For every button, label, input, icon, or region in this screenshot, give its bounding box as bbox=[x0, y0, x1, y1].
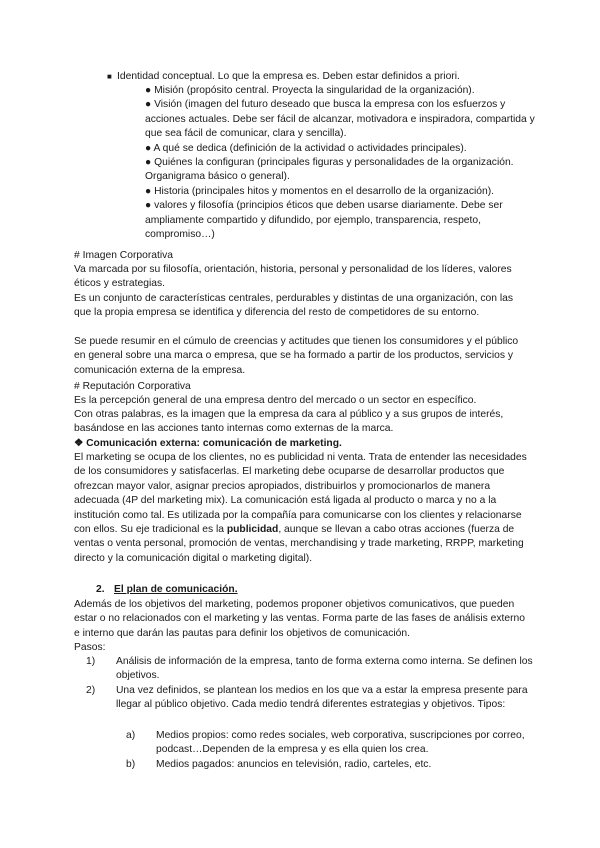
comunicacion-title-line bbox=[74, 437, 532, 451]
step-number: 1) bbox=[86, 656, 96, 667]
imagen-paragraph-1: Va marcada por su filosofía, orientación, historia, personal y personalidad de los líderes, valores éticos y estrategias. bbox=[74, 264, 512, 290]
reputacion-heading: # Reputación Corporativa bbox=[74, 381, 191, 392]
comunicacion-title: Comunicación externa: comunicación de marketing. bbox=[86, 438, 342, 449]
identidad-sublist bbox=[145, 84, 535, 242]
reputacion-paragraph-2: Con otras palabras, es la imagen que la empresa da cara al público y a sus grupos de interés, basándose en las acciones tanto internas como externas de la marca. bbox=[74, 409, 504, 435]
diamond-bullet-icon: ❖ bbox=[74, 438, 84, 449]
list-item: ● valores y filosofía (principios éticos que deben usarse diariamente. Debe ser ampliamente compartido y difundido, por ejemplo, transparencia, respeto, compromiso…) bbox=[145, 200, 503, 241]
list-item: ● Misión (propósito central. Proyecta la singularidad de la organización). bbox=[145, 85, 475, 96]
list-item bbox=[86, 655, 536, 684]
identidad-line bbox=[107, 70, 547, 84]
imagen-paragraph-2: Es un conjunto de características centrales, perdurables y distintas de una organización, con las que la propia empresa se identifica y diferencia del resto de competidores de su entorno. bbox=[74, 293, 514, 319]
pasos-label: Pasos: bbox=[74, 642, 106, 653]
list-item: ● Quiénes la configuran (principales figuras y personalidades de la organización. Organigrama básico o general). bbox=[145, 157, 514, 183]
reputacion-paragraph-1: Es la percepción general de una empresa dentro del mercado o un sector en específico. bbox=[74, 395, 477, 406]
list-item: ● Historia (principales hitos y momentos en el desarrollo de la organización). bbox=[145, 185, 495, 197]
tipo-letter: a) bbox=[126, 730, 136, 741]
comunicacion-body-a: El marketing se ocupa de los clientes, no es publicidad ni venta. Trata de entender las necesidades de los consumidores y satisfacerlas. El marketing debe ocuparse de desarrollar productos que ofrezcan mayor valor, asignar precios apropiados, distribuirlos y promocionarlos de manera adecuada (4P del marketing mix). La comunicación está ligada al producto o marca y no a la institución como tal. Es utilizada por la compañía para comunicarse con los clientes y relacionarse con ellos. Su eje tradicional es la bbox=[74, 452, 527, 536]
list-item: ● A qué se dedica (definición de la actividad o actividades principales). bbox=[145, 142, 467, 154]
square-bullet-icon: ■ bbox=[107, 72, 112, 81]
tipos-list bbox=[126, 729, 536, 772]
tipo-text: Medios propios: como redes sociales, web corporativa, suscripciones por correo, podcast…Dependen de la empresa y es ella quien los crea. bbox=[156, 730, 525, 756]
list-item bbox=[86, 684, 536, 713]
plan-heading bbox=[96, 583, 238, 597]
list-item bbox=[126, 729, 536, 758]
imagen-paragraph-3: Se puede resumir en el cúmulo de creencias y actitudes que tienen los consumidores y el público en general sobre una marca o empresa, que se ha formado a partir de los productos, servicios y comunicación externa de la empresa. bbox=[74, 336, 519, 376]
tipo-letter: b) bbox=[126, 758, 136, 770]
plan-title: El plan de comunicación. bbox=[114, 584, 238, 595]
comunicacion-body-bold: publicidad bbox=[226, 524, 279, 536]
tipo-text: Medios pagados: anuncios en televisión, radio, carteles, etc. bbox=[156, 758, 432, 770]
plan-intro: Además de los objetivos del marketing, podemos proponer objetivos comunicativos, que pueden estar o no relacionados con el marketing y las ventas. Forma parte de las fases de análisis externo e interno que darán las pautas para definir los objetivos de comunicación. bbox=[74, 599, 526, 639]
identidad-text: Identidad conceptual. Lo que la empresa es. Deben estar definidos a priori. bbox=[117, 71, 460, 82]
comunicacion-body bbox=[74, 451, 532, 566]
list-item: ● Visión (imagen del futuro deseado que busca la empresa con los esfuerzos y acciones actuales. Debe ser fácil de alcanzar, motivadora e inspiradora, compartida y que sea fácil de comunicar, clara y sencilla). bbox=[145, 99, 535, 140]
step-text: Análisis de información de la empresa, tanto de forma externa como interna. Se definen los objetivos. bbox=[116, 656, 533, 682]
imagen-heading: # Imagen Corporativa bbox=[74, 250, 174, 261]
list-item bbox=[126, 758, 536, 772]
steps-list bbox=[86, 655, 536, 713]
comunicacion-body-b: , aunque se llevan a cabo otras acciones (fuerza de ventas o venta personal, promoción de ventas, merchandising y trade marketing, RRPP, marketing directo y la comunicación digital o marketing digital). bbox=[74, 524, 524, 564]
step-number: 2) bbox=[86, 684, 96, 696]
step-text: Una vez definidos, se plantean los medios en los que va a estar la empresa presente para llegar al público objetivo. Cada medio tendrá diferentes estrategias y objetivos. Tipos: bbox=[116, 684, 528, 711]
plan-number: 2. bbox=[96, 584, 105, 595]
